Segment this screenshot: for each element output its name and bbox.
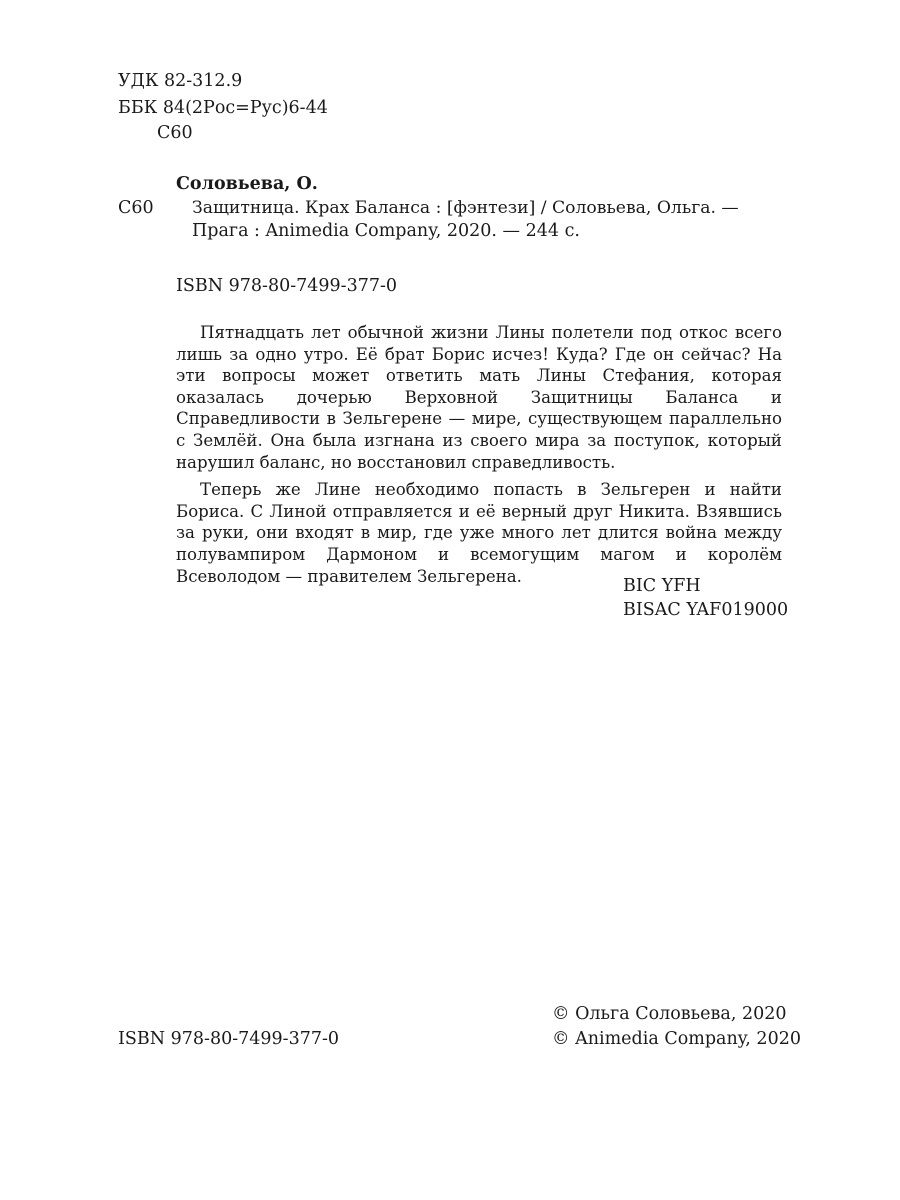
- annotation-paragraph-2: Теперь же Лине необходимо попасть в Зельгерен и найти Бориса. С Линой отправляется и её верный друг Никита. Взявшись за руки, они входят в мир, где уже много лет длится война между полувампиром Дармоном и всемогущим магом и королём Всеволодом — правителем Зельгерена.: [176, 480, 782, 586]
- author-heading: Соловьева, О.: [176, 174, 318, 194]
- copyright-publisher: © Animedia Company, 2020: [552, 1029, 801, 1049]
- udk-index: УДК 82-312.9: [118, 71, 243, 91]
- isbn-entry: ISBN 978-80-7499-377-0: [176, 276, 398, 296]
- bbk-index: ББК 84(2Рос=Рус)6-44: [118, 98, 328, 118]
- author-mark: С60: [157, 123, 193, 143]
- title-line-2: Прага : Animedia Company, 2020. — 244 с.: [192, 221, 580, 241]
- copyright-author: © Ольга Соловьева, 2020: [552, 1004, 787, 1024]
- annotation-paragraph-1: Пятнадцать лет обычной жизни Лины полетели под откос всего лишь за одно утро. Её брат Борис исчез! Куда? Где он сейчас? На эти вопросы может ответить мать Лины Стефания, которая оказалась дочерью Верховной Защитницы Баланса и Справедливости в Зельгерене — мире, существующем параллельно с Землёй. Она была изгнана из своего мира за поступок, который нарушил баланс, но восстановил справедливость.: [176, 323, 782, 472]
- bisac-code: BISAC YAF019000: [623, 600, 789, 620]
- title-line-1: Защитница. Крах Баланса : [фэнтези] / Соловьева, Ольга. —: [192, 198, 739, 218]
- bic-code: BIC YFH: [623, 576, 701, 596]
- footer-isbn: ISBN 978-80-7499-377-0: [118, 1029, 340, 1049]
- annotation: [176, 322, 782, 587]
- entry-code: С60: [118, 198, 154, 218]
